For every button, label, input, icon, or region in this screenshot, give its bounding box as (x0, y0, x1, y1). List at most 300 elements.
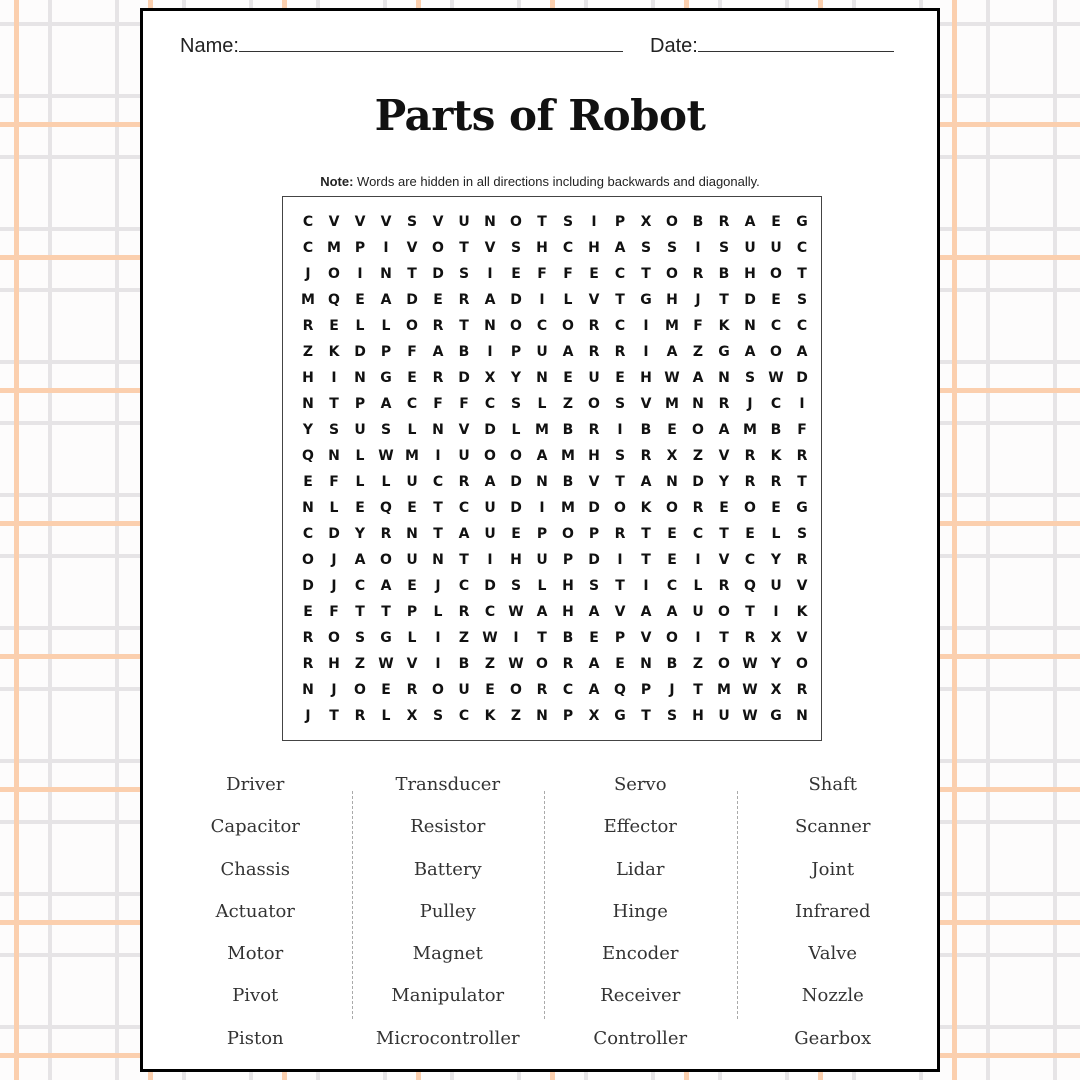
grid-letter[interactable]: I (539, 500, 545, 516)
grid-letter[interactable]: S (406, 214, 418, 230)
grid-letter[interactable]: L (407, 630, 417, 646)
grid-letter[interactable]: M (665, 396, 679, 412)
grid-letter[interactable]: M (405, 448, 419, 464)
grid-letter[interactable]: U (484, 526, 496, 542)
grid-letter[interactable]: Z (302, 344, 314, 360)
grid-letter[interactable]: E (381, 682, 391, 698)
grid-letter[interactable]: T (693, 682, 703, 698)
grid-letter[interactable]: K (796, 604, 808, 620)
grid-letter[interactable]: P (354, 240, 366, 256)
grid-letter[interactable]: C (614, 266, 626, 282)
grid-letter[interactable]: T (641, 526, 651, 542)
grid-letter[interactable]: R (588, 422, 600, 438)
grid-letter[interactable]: R (744, 474, 756, 490)
grid-letter[interactable]: I (591, 214, 597, 230)
grid-letter[interactable]: O (588, 396, 600, 412)
grid-letter[interactable]: U (718, 708, 730, 724)
grid-letter[interactable]: L (537, 578, 547, 594)
grid-letter[interactable]: O (510, 214, 522, 230)
grid-letter[interactable]: N (328, 448, 340, 464)
grid-letter[interactable]: A (692, 370, 704, 386)
grid-letter[interactable]: K (640, 500, 652, 516)
grid-letter[interactable]: J (747, 396, 753, 412)
grid-letter[interactable]: D (510, 500, 522, 516)
grid-letter[interactable]: T (381, 604, 391, 620)
grid-letter[interactable]: E (667, 422, 677, 438)
grid-letter[interactable]: E (771, 292, 781, 308)
grid-letter[interactable]: A (536, 448, 548, 464)
grid-letter[interactable]: I (435, 448, 441, 464)
grid-letter[interactable]: E (303, 474, 313, 490)
grid-letter[interactable]: F (433, 396, 443, 412)
grid-letter[interactable]: T (537, 214, 547, 230)
grid-letter[interactable]: R (536, 682, 548, 698)
grid-letter[interactable]: D (588, 552, 600, 568)
grid-letter[interactable]: C (744, 552, 756, 568)
grid-letter[interactable]: N (640, 656, 652, 672)
grid-letter[interactable]: D (354, 344, 366, 360)
grid-letter[interactable]: O (510, 318, 522, 334)
grid-letter[interactable]: G (640, 292, 652, 308)
grid-letter[interactable]: I (539, 292, 545, 308)
grid-letter[interactable]: A (588, 604, 600, 620)
grid-letter[interactable]: E (407, 370, 417, 386)
grid-letter[interactable]: T (433, 500, 443, 516)
grid-letter[interactable]: T (641, 552, 651, 568)
grid-letter[interactable]: N (692, 396, 704, 412)
grid-letter[interactable]: Q (614, 682, 626, 698)
grid-letter[interactable]: O (770, 266, 782, 282)
grid-letter[interactable]: N (536, 708, 548, 724)
grid-letter[interactable]: E (667, 552, 677, 568)
grid-letter[interactable]: S (588, 578, 600, 594)
grid-letter[interactable]: V (354, 214, 366, 230)
grid-letter[interactable]: J (669, 682, 675, 698)
grid-letter[interactable]: U (770, 578, 782, 594)
grid-letter[interactable]: A (484, 474, 496, 490)
grid-letter[interactable]: D (432, 266, 444, 282)
grid-letter[interactable]: N (432, 422, 444, 438)
grid-letter[interactable]: N (354, 370, 366, 386)
grid-letter[interactable]: L (381, 318, 391, 334)
grid-letter[interactable]: T (615, 292, 625, 308)
grid-letter[interactable]: A (380, 396, 392, 412)
grid-letter[interactable]: R (588, 344, 600, 360)
grid-letter[interactable]: E (771, 500, 781, 516)
grid-letter[interactable]: S (614, 448, 626, 464)
grid-letter[interactable]: H (510, 552, 522, 568)
grid-letter[interactable]: L (355, 474, 365, 490)
grid-letter[interactable]: H (562, 604, 574, 620)
grid-letter[interactable]: L (355, 448, 365, 464)
grid-letter[interactable]: S (458, 266, 470, 282)
grid-letter[interactable]: M (743, 422, 757, 438)
grid-letter[interactable]: B (640, 422, 652, 438)
grid-letter[interactable]: T (615, 578, 625, 594)
grid-letter[interactable]: T (797, 266, 807, 282)
grid-letter[interactable]: O (718, 604, 730, 620)
grid-letter[interactable]: A (458, 526, 470, 542)
grid-letter[interactable]: J (435, 578, 441, 594)
grid-letter[interactable]: L (511, 422, 521, 438)
grid-letter[interactable]: D (510, 474, 522, 490)
grid-letter[interactable]: V (614, 604, 626, 620)
grid-letter[interactable]: N (302, 500, 314, 516)
grid-letter[interactable]: Y (770, 656, 782, 672)
grid-letter[interactable]: W (742, 682, 758, 698)
grid-letter[interactable]: U (458, 682, 470, 698)
grid-letter[interactable]: O (302, 552, 314, 568)
grid-letter[interactable]: C (484, 396, 496, 412)
grid-letter[interactable]: C (302, 214, 314, 230)
name-field[interactable] (180, 31, 623, 58)
grid-letter[interactable]: U (770, 240, 782, 256)
grid-letter[interactable]: C (484, 604, 496, 620)
grid-letter[interactable]: U (536, 344, 548, 360)
grid-letter[interactable]: O (536, 656, 548, 672)
grid-letter[interactable]: U (536, 552, 548, 568)
grid-letter[interactable]: U (458, 214, 470, 230)
grid-letter[interactable]: M (301, 292, 315, 308)
grid-letter[interactable]: D (406, 292, 418, 308)
grid-letter[interactable]: R (406, 682, 418, 698)
grid-letter[interactable]: R (354, 708, 366, 724)
grid-letter[interactable]: X (588, 708, 600, 724)
grid-letter[interactable]: P (406, 604, 418, 620)
grid-letter[interactable]: E (407, 500, 417, 516)
grid-letter[interactable]: O (562, 318, 574, 334)
grid-letter[interactable]: I (643, 318, 649, 334)
grid-letter[interactable]: P (640, 682, 652, 698)
grid-letter[interactable]: P (354, 396, 366, 412)
grid-letter[interactable]: P (562, 552, 574, 568)
grid-letter[interactable]: C (432, 474, 444, 490)
grid-letter[interactable]: O (666, 630, 678, 646)
grid-letter[interactable]: Z (458, 630, 470, 646)
grid-letter[interactable]: W (768, 370, 784, 386)
grid-letter[interactable]: D (744, 292, 756, 308)
grid-letter[interactable]: C (302, 526, 314, 542)
grid-letter[interactable]: G (380, 630, 392, 646)
grid-letter[interactable]: N (536, 370, 548, 386)
grid-letter[interactable]: V (458, 422, 470, 438)
grid-letter[interactable]: B (718, 266, 730, 282)
grid-letter[interactable]: T (797, 474, 807, 490)
grid-letter[interactable]: I (617, 552, 623, 568)
grid-letter[interactable]: Y (718, 474, 730, 490)
grid-letter[interactable]: Q (328, 292, 340, 308)
grid-letter[interactable]: V (484, 240, 496, 256)
grid-letter[interactable]: Z (354, 656, 366, 672)
grid-letter[interactable]: Y (302, 422, 314, 438)
grid-letter[interactable]: O (328, 266, 340, 282)
grid-letter[interactable]: R (796, 448, 808, 464)
grid-letter[interactable]: O (328, 630, 340, 646)
grid-letter[interactable]: I (331, 370, 337, 386)
grid-letter[interactable]: R (302, 318, 314, 334)
grid-letter[interactable]: U (588, 370, 600, 386)
grid-letter[interactable]: O (484, 448, 496, 464)
grid-letter[interactable]: I (695, 552, 701, 568)
grid-letter[interactable]: I (773, 604, 779, 620)
grid-letter[interactable]: A (614, 240, 626, 256)
grid-letter[interactable]: V (588, 292, 600, 308)
grid-letter[interactable]: V (796, 630, 808, 646)
grid-letter[interactable]: A (744, 214, 756, 230)
grid-letter[interactable]: X (770, 630, 782, 646)
grid-letter[interactable]: A (432, 344, 444, 360)
grid-letter[interactable]: K (484, 708, 496, 724)
grid-letter[interactable]: P (562, 708, 574, 724)
grid-letter[interactable]: X (640, 214, 652, 230)
grid-letter[interactable]: H (588, 448, 600, 464)
grid-letter[interactable]: J (305, 708, 311, 724)
grid-letter[interactable]: N (432, 552, 444, 568)
grid-letter[interactable]: F (329, 474, 339, 490)
grid-letter[interactable]: Q (302, 448, 314, 464)
grid-letter[interactable]: A (718, 422, 730, 438)
date-field[interactable] (650, 31, 894, 58)
grid-letter[interactable]: N (718, 370, 730, 386)
grid-letter[interactable]: C (354, 578, 366, 594)
grid-letter[interactable]: B (562, 474, 574, 490)
grid-letter[interactable]: R (718, 214, 730, 230)
grid-letter[interactable]: B (666, 656, 678, 672)
grid-letter[interactable]: A (354, 552, 366, 568)
grid-letter[interactable]: A (796, 344, 808, 360)
grid-letter[interactable]: M (717, 682, 731, 698)
grid-letter[interactable]: V (640, 396, 652, 412)
grid-letter[interactable]: C (536, 318, 548, 334)
grid-letter[interactable]: V (718, 552, 730, 568)
grid-letter[interactable]: C (302, 240, 314, 256)
grid-letter[interactable]: Z (484, 656, 496, 672)
date-blank-line[interactable] (698, 31, 894, 52)
grid-letter[interactable]: L (693, 578, 703, 594)
grid-letter[interactable]: I (513, 630, 519, 646)
grid-letter[interactable]: C (458, 708, 470, 724)
grid-letter[interactable]: M (561, 448, 575, 464)
grid-letter[interactable]: P (380, 344, 392, 360)
grid-letter[interactable]: O (354, 682, 366, 698)
grid-letter[interactable]: W (378, 448, 394, 464)
grid-letter[interactable]: I (487, 552, 493, 568)
grid-letter[interactable]: K (328, 344, 340, 360)
grid-letter[interactable]: O (510, 682, 522, 698)
grid-letter[interactable]: R (796, 682, 808, 698)
grid-letter[interactable]: P (536, 526, 548, 542)
grid-letter[interactable]: A (640, 604, 652, 620)
grid-letter[interactable]: E (407, 578, 417, 594)
grid-letter[interactable]: Z (692, 656, 704, 672)
grid-letter[interactable]: W (664, 370, 680, 386)
grid-letter[interactable]: Y (770, 552, 782, 568)
grid-letter[interactable]: H (562, 578, 574, 594)
grid-letter[interactable]: S (666, 708, 678, 724)
grid-letter[interactable]: I (487, 344, 493, 360)
grid-letter[interactable]: Z (510, 708, 522, 724)
grid-letter[interactable]: V (588, 474, 600, 490)
grid-letter[interactable]: A (380, 578, 392, 594)
grid-letter[interactable]: O (406, 318, 418, 334)
grid-letter[interactable]: R (302, 656, 314, 672)
grid-letter[interactable]: N (406, 526, 418, 542)
grid-letter[interactable]: U (484, 500, 496, 516)
grid-letter[interactable]: C (458, 578, 470, 594)
grid-letter[interactable]: N (536, 474, 548, 490)
grid-letter[interactable]: U (406, 474, 418, 490)
grid-letter[interactable]: J (331, 552, 337, 568)
grid-letter[interactable]: H (588, 240, 600, 256)
grid-letter[interactable]: S (744, 370, 756, 386)
grid-letter[interactable]: R (614, 344, 626, 360)
grid-letter[interactable]: T (719, 526, 729, 542)
grid-letter[interactable]: N (380, 266, 392, 282)
grid-letter[interactable]: E (589, 630, 599, 646)
grid-letter[interactable]: D (484, 422, 496, 438)
grid-letter[interactable]: R (432, 318, 444, 334)
grid-letter[interactable]: A (562, 344, 574, 360)
grid-letter[interactable]: E (667, 526, 677, 542)
grid-letter[interactable]: E (485, 682, 495, 698)
grid-letter[interactable]: H (692, 708, 704, 724)
grid-letter[interactable]: S (796, 292, 808, 308)
grid-letter[interactable]: R (562, 656, 574, 672)
grid-letter[interactable]: B (458, 656, 470, 672)
grid-letter[interactable]: I (695, 240, 701, 256)
grid-letter[interactable]: H (666, 292, 678, 308)
grid-letter[interactable]: V (380, 214, 392, 230)
grid-letter[interactable]: R (744, 630, 756, 646)
grid-letter[interactable]: S (614, 396, 626, 412)
grid-letter[interactable]: M (327, 240, 341, 256)
grid-letter[interactable]: V (406, 240, 418, 256)
grid-letter[interactable]: C (692, 526, 704, 542)
grid-letter[interactable]: D (588, 500, 600, 516)
grid-letter[interactable]: E (303, 604, 313, 620)
grid-letter[interactable]: H (640, 370, 652, 386)
grid-letter[interactable]: V (328, 214, 340, 230)
grid-letter[interactable]: F (407, 344, 417, 360)
grid-letter[interactable]: V (718, 448, 730, 464)
grid-letter[interactable]: S (796, 526, 808, 542)
grid-letter[interactable]: D (510, 292, 522, 308)
grid-letter[interactable]: O (666, 266, 678, 282)
grid-letter[interactable]: R (744, 448, 756, 464)
grid-letter[interactable]: C (458, 500, 470, 516)
grid-letter[interactable]: A (640, 474, 652, 490)
grid-letter[interactable]: E (355, 292, 365, 308)
grid-letter[interactable]: W (508, 604, 524, 620)
grid-letter[interactable]: W (508, 656, 524, 672)
grid-letter[interactable]: V (640, 630, 652, 646)
grid-letter[interactable]: R (640, 448, 652, 464)
grid-letter[interactable]: F (797, 422, 807, 438)
grid-letter[interactable]: C (614, 318, 626, 334)
grid-letter[interactable]: S (562, 214, 574, 230)
grid-letter[interactable]: P (588, 526, 600, 542)
grid-letter[interactable]: G (770, 708, 782, 724)
grid-letter[interactable]: H (536, 240, 548, 256)
grid-letter[interactable]: G (614, 708, 626, 724)
grid-letter[interactable]: R (458, 474, 470, 490)
grid-letter[interactable]: B (692, 214, 704, 230)
grid-letter[interactable]: D (484, 578, 496, 594)
grid-letter[interactable]: R (302, 630, 314, 646)
grid-letter[interactable]: O (692, 422, 704, 438)
grid-letter[interactable]: G (718, 344, 730, 360)
grid-letter[interactable]: V (432, 214, 444, 230)
grid-letter[interactable]: R (588, 318, 600, 334)
grid-letter[interactable]: Z (692, 344, 704, 360)
grid-letter[interactable]: A (536, 604, 548, 620)
grid-letter[interactable]: C (796, 240, 808, 256)
grid-letter[interactable]: T (329, 708, 339, 724)
grid-letter[interactable]: S (510, 578, 522, 594)
grid-letter[interactable]: O (666, 500, 678, 516)
grid-letter[interactable]: B (770, 422, 782, 438)
grid-letter[interactable]: D (328, 526, 340, 542)
grid-letter[interactable]: B (562, 422, 574, 438)
grid-letter[interactable]: O (510, 448, 522, 464)
grid-letter[interactable]: X (666, 448, 678, 464)
grid-letter[interactable]: G (796, 214, 808, 230)
grid-letter[interactable]: D (458, 370, 470, 386)
grid-letter[interactable]: M (561, 500, 575, 516)
grid-letter[interactable]: R (718, 578, 730, 594)
grid-letter[interactable]: F (537, 266, 547, 282)
grid-letter[interactable]: J (331, 578, 337, 594)
grid-letter[interactable]: I (617, 422, 623, 438)
grid-letter[interactable]: W (482, 630, 498, 646)
grid-letter[interactable]: O (770, 344, 782, 360)
grid-letter[interactable]: T (433, 526, 443, 542)
grid-letter[interactable]: B (458, 344, 470, 360)
grid-letter[interactable]: K (718, 318, 730, 334)
grid-letter[interactable]: P (614, 630, 626, 646)
grid-letter[interactable]: L (563, 292, 573, 308)
grid-letter[interactable]: R (770, 474, 782, 490)
grid-letter[interactable]: N (744, 318, 756, 334)
grid-letter[interactable]: G (380, 370, 392, 386)
grid-letter[interactable]: B (562, 630, 574, 646)
grid-letter[interactable]: T (615, 474, 625, 490)
grid-letter[interactable]: T (719, 630, 729, 646)
grid-letter[interactable]: C (666, 578, 678, 594)
grid-letter[interactable]: T (459, 552, 469, 568)
grid-letter[interactable]: J (305, 266, 311, 282)
grid-letter[interactable]: C (770, 318, 782, 334)
grid-letter[interactable]: E (329, 318, 339, 334)
grid-letter[interactable]: L (381, 474, 391, 490)
grid-letter[interactable]: Q (380, 500, 392, 516)
grid-letter[interactable]: O (614, 500, 626, 516)
grid-letter[interactable]: N (484, 318, 496, 334)
grid-letter[interactable]: F (329, 604, 339, 620)
grid-letter[interactable]: M (535, 422, 549, 438)
grid-letter[interactable]: T (459, 318, 469, 334)
grid-letter[interactable]: V (406, 656, 418, 672)
grid-letter[interactable]: S (432, 708, 444, 724)
grid-letter[interactable]: E (563, 370, 573, 386)
grid-letter[interactable]: M (665, 318, 679, 334)
grid-letter[interactable]: I (643, 578, 649, 594)
grid-letter[interactable]: L (771, 526, 781, 542)
grid-letter[interactable]: L (329, 500, 339, 516)
grid-letter[interactable]: X (770, 682, 782, 698)
grid-letter[interactable]: D (692, 474, 704, 490)
grid-letter[interactable]: N (302, 682, 314, 698)
